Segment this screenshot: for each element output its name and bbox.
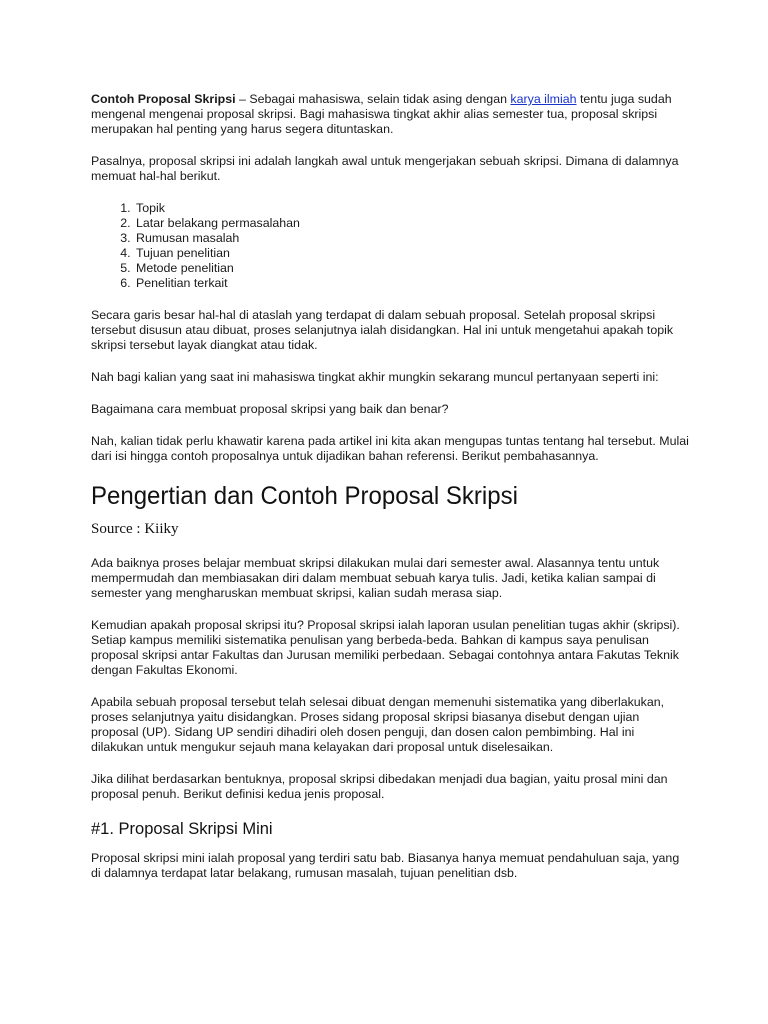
paragraph-5: Bagaimana cara membuat proposal skripsi yang baik dan benar?	[91, 402, 449, 416]
list-item: 3. Rumusan masalah	[134, 231, 690, 246]
paragraph-7: Ada baiknya proses belajar membuat skripsi dilakukan mulai dari semester awal. Alasannya tentu untuk mempermudah dan membiasakan diri dalam membuat sebuah karya tulis. Jadi, ketika kalian sampai di semester yang mengharuskan membuat skripsi, kalian sudah merasa siap.	[91, 556, 660, 600]
paragraph-10: Jika dilihat berdasarkan bentuknya, proposal skripsi dibedakan menjadi dua bagian, yaitu prosal mini dan proposal penuh. Berikut definisi kedua jenis proposal.	[91, 772, 668, 801]
source-caption: Source : Kiiky	[91, 521, 179, 537]
paragraph-11: Proposal skripsi mini ialah proposal yang terdiri satu bab. Biasanya hanya memuat pendahuluan saja, yang di dalamnya terdapat latar belakang, rumusan masalah, tujuan penelitian dsb.	[91, 851, 680, 880]
paragraph-4: Nah bagi kalian yang saat ini mahasiswa tingkat akhir mungkin sekarang muncul pertanyaan seperti ini:	[91, 370, 659, 384]
list-item: 2. Latar belakang permasalahan	[134, 216, 690, 231]
paragraph-8: Kemudian apakah proposal skripsi itu? Proposal skripsi ialah laporan usulan penelitian tugas akhir (skripsi). Setiap kampus memiliki sistematika penulisan yang berbeda-beda. Bahkan di kampus saya penulisan proposal skripsi antar Fakultas dan Jurusan memiliki perbedaan. Sebagai contohnya antara Fakutas Teknik dengan Fakultas Ekonomi.	[91, 618, 680, 677]
intro-paragraph	[91, 92, 690, 137]
intro-text-before-link: – Sebagai mahasiswa, selain tidak asing dengan	[235, 92, 511, 106]
section-title: Pengertian dan Contoh Proposal Skripsi	[91, 482, 518, 511]
list-item: 6. Penelitian terkait	[134, 276, 690, 291]
intro-text-after-link: tentu juga sudah mengenal mengenai proposal skripsi. Bagi mahasiswa tingkat akhir alias semester tua, proposal skripsi merupakan hal penting yang harus segera dituntaskan.	[91, 92, 672, 136]
paragraph-2: Pasalnya, proposal skripsi ini adalah langkah awal untuk mengerjakan sebuah skripsi. Dimana di dalamnya memuat hal-hal berikut.	[91, 154, 679, 183]
paragraph-9: Apabila sebuah proposal tersebut telah selesai dibuat dengan memenuhi sistematika yang diberlakukan, proses selanjutnya yaitu disidangkan. Proses sidang proposal skripsi biasanya disebut dengan ujian proposal (UP). Sidang UP sendiri dihadiri oleh dosen penguji, dan dosen calon pembimbing. Hal ini dilakukan untuk mengukur sejauh mana kelayakan dari proposal untuk diselesaikan.	[91, 695, 665, 754]
list-item: 4. Tujuan penelitian	[134, 246, 690, 261]
topic-list	[91, 201, 690, 291]
subsection-title: #1. Proposal Skripsi Mini	[91, 820, 273, 838]
intro-bold-lead: Contoh Proposal Skripsi	[91, 92, 236, 106]
paragraph-3: Secara garis besar hal-hal di ataslah yang terdapat di dalam sebuah proposal. Setelah proposal skripsi tersebut disusun atau dibuat, proses selanjutnya ialah disidangkan. Hal ini untuk mengetahui apakah topik skripsi tersebut layak diangkat atau tidak.	[91, 308, 674, 352]
list-item: 5. Metode penelitian	[134, 261, 690, 276]
list-item: 1. Topik	[134, 201, 690, 216]
karya-ilmiah-link[interactable]: karya ilmiah	[510, 92, 577, 106]
paragraph-6: Nah, kalian tidak perlu khawatir karena pada artikel ini kita akan mengupas tuntas tentang hal tersebut. Mulai dari isi hingga contoh proposalnya untuk dijadikan bahan referensi. Berikut pembahasannya.	[91, 434, 689, 463]
